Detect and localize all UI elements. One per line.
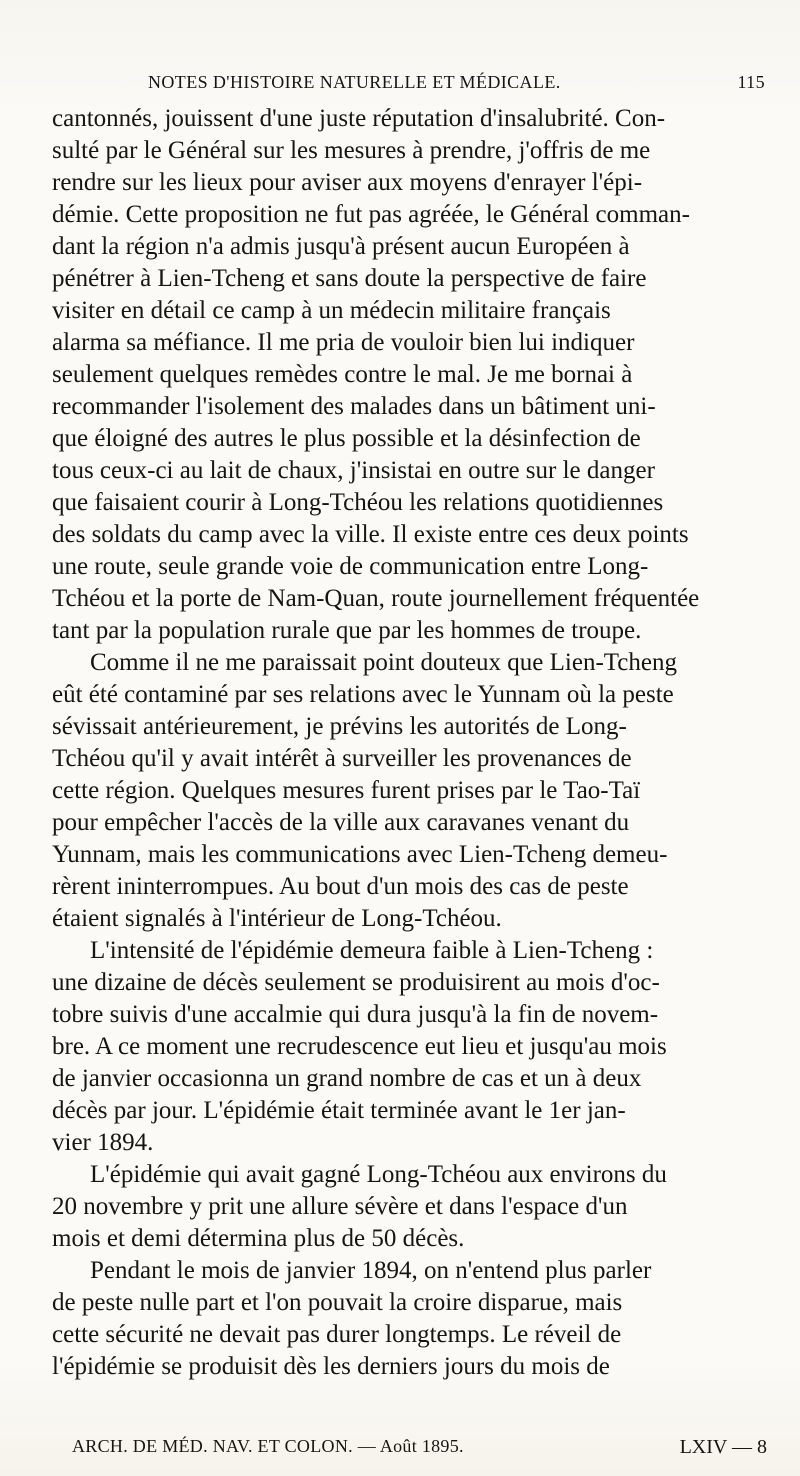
text-line: l'épidémie se produisit dès les derniers jours du mois de <box>52 1353 610 1380</box>
text-line: cette région. Quelques mesures furent prises par le Tao-Taï <box>52 777 641 804</box>
text-line: bre. A ce moment une recrudescence eut lieu et jusqu'au mois <box>52 1033 667 1060</box>
text-line: des soldats du camp avec la ville. Il existe entre ces deux points <box>52 521 689 548</box>
text-line: cantonnés, jouissent d'une juste réputation d'insalubrité. Con- <box>52 105 666 132</box>
running-header-title: NOTES D'HISTOIRE NATURELLE ET MÉDICALE. <box>148 72 561 92</box>
text-line: de peste nulle part et l'on pouvait la croire disparue, mais <box>52 1289 623 1316</box>
text-line: une route, seule grande voie de communication entre Long- <box>52 553 649 580</box>
page-footer <box>72 1436 767 1466</box>
text-line: de janvier occasionna un grand nombre de cas et un à deux <box>52 1065 642 1092</box>
paragraph-first-line: Comme il ne me paraissait point douteux que Lien-Tcheng <box>90 649 677 676</box>
text-line: pour empêcher l'accès de la ville aux caravanes venant du <box>52 809 630 836</box>
text-line: mois et demi détermina plus de 50 décès. <box>52 1225 465 1252</box>
text-line: Tchéou et la porte de Nam-Quan, route journellement fréquentée <box>52 585 700 612</box>
text-line: visiter en détail ce camp à un médecin militaire français <box>52 297 611 324</box>
text-line: eût été contaminé par ses relations avec le Yunnam où la peste <box>52 681 674 708</box>
text-line: sévissait antérieurement, je prévins les autorités de Long- <box>52 713 627 740</box>
text-line: tant par la population rurale que par les hommes de troupe. <box>52 617 642 644</box>
publication-citation: ARCH. DE MÉD. NAV. ET COLON. — Août 1895. <box>72 1436 464 1456</box>
paragraph-first-line: L'épidémie qui avait gagné Long-Tchéou aux environs du <box>90 1161 667 1188</box>
text-line: sulté par le Général sur les mesures à prendre, j'offris de me <box>52 137 651 164</box>
text-line: alarma sa méfiance. Il me pria de vouloir bien lui indiquer <box>52 329 635 356</box>
text-line: recommander l'isolement des malades dans un bâtiment uni- <box>52 393 656 420</box>
text-line: que faisaient courir à Long-Tchéou les relations quotidiennes <box>52 489 664 516</box>
text-line: rendre sur les lieux pour aviser aux moyens d'enrayer l'épi- <box>52 169 643 196</box>
text-line: tobre suivis d'une accalmie qui dura jusqu'à la fin de novem- <box>52 1001 659 1028</box>
text-line: rèrent ininterrompues. Au bout d'un mois des cas de peste <box>52 873 629 900</box>
text-line: 20 novembre y prit une allure sévère et dans l'espace d'un <box>52 1193 628 1220</box>
text-line: que éloigné des autres le plus possible et la désinfection de <box>52 425 641 452</box>
text-line: cette sécurité ne devait pas durer longtemps. Le réveil de <box>52 1321 622 1348</box>
text-line: tous ceux-ci au lait de chaux, j'insistai en outre sur le danger <box>52 457 655 484</box>
text-line: décès par jour. L'épidémie était terminée avant le 1er jan- <box>52 1097 626 1124</box>
text-line: seulement quelques remèdes contre le mal. Je me bornai à <box>52 361 633 388</box>
text-line: dant la région n'a admis jusqu'à présent aucun Européen à <box>52 233 630 260</box>
page-number: 115 <box>737 72 765 92</box>
text-line: vier 1894. <box>52 1129 154 1156</box>
running-header <box>148 72 765 100</box>
page-body-text <box>52 103 767 1383</box>
text-line: démie. Cette proposition ne fut pas agréée, le Général comman- <box>52 201 690 228</box>
text-line: pénétrer à Lien-Tcheng et sans doute la perspective de faire <box>52 265 647 292</box>
signature-mark: LXIV — 8 <box>679 1436 767 1458</box>
paragraph-first-line: L'intensité de l'épidémie demeura faible à Lien-Tcheng : <box>90 937 654 964</box>
text-line: étaient signalés à l'intérieur de Long-Tchéou. <box>52 905 502 932</box>
text-line: une dizaine de décès seulement se produisirent au mois d'oc- <box>52 969 660 996</box>
text-line: Tchéou qu'il y avait intérêt à surveiller les provenances de <box>52 745 632 772</box>
text-line: Yunnam, mais les communications avec Lien-Tcheng demeu- <box>52 841 668 868</box>
paragraph-first-line: Pendant le mois de janvier 1894, on n'entend plus parler <box>90 1257 652 1284</box>
